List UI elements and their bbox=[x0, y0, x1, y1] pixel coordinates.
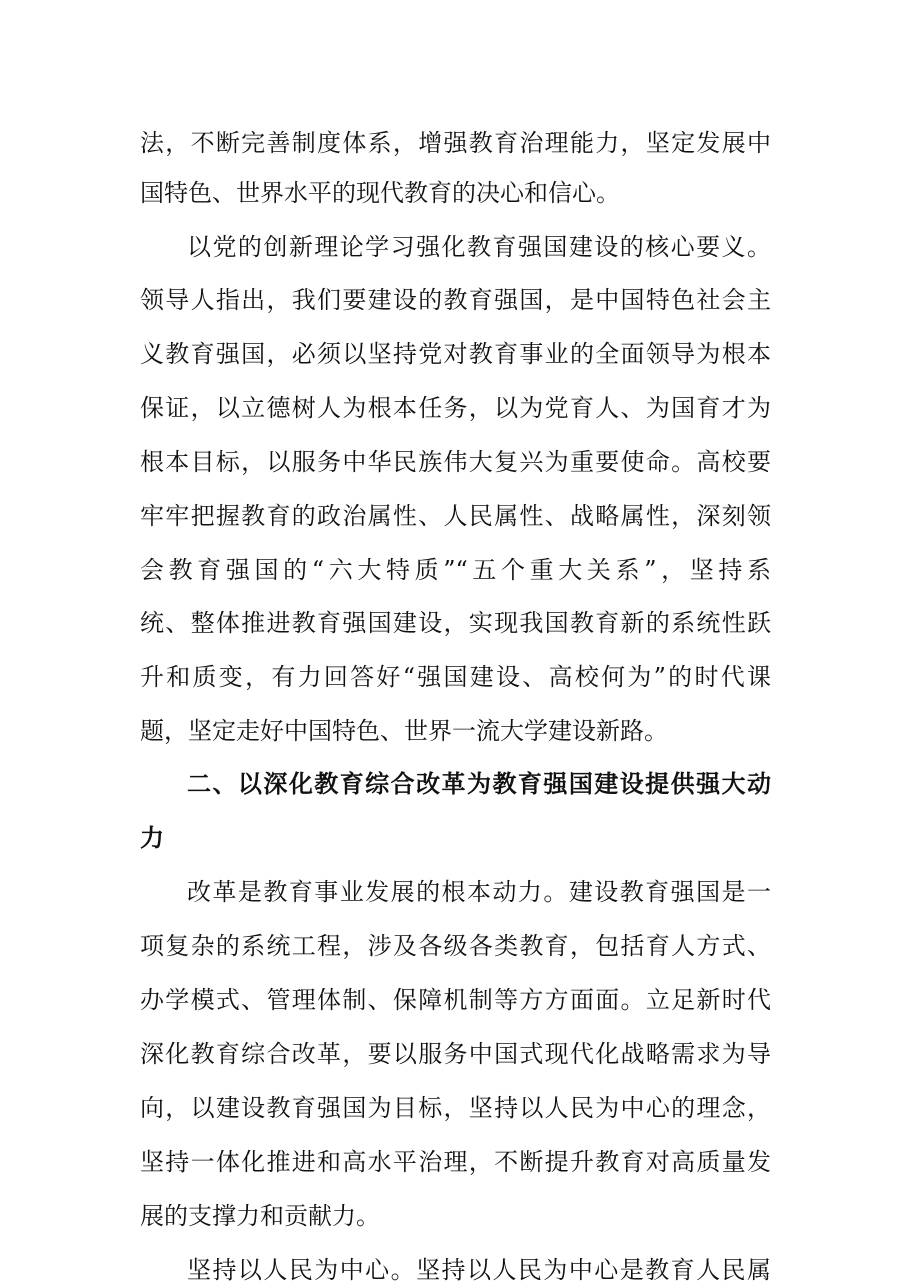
body-line: 牢牢把握教育的政治属性、人民属性、战略属性，深刻领 bbox=[140, 502, 771, 530]
body-line: 升和质变，有力回答好“强国建设、高校何为”的时代课 bbox=[140, 663, 771, 691]
paragraph-first-line: 坚持以人民为中心。坚持以人民为中心是教育人民属 bbox=[187, 1256, 771, 1284]
body-line: 展的支撑力和贡献力。 bbox=[140, 1202, 380, 1230]
paragraph-first-line: 以党的创新理论学习强化教育强国建设的核心要义。 bbox=[187, 233, 771, 261]
body-line: 办学模式、管理体制、保障机制等方方面面。立足新时代 bbox=[140, 986, 771, 1014]
body-line: 题，坚定走好中国特色、世界一流大学建设新路。 bbox=[140, 717, 668, 745]
body-line: 向，以建设教育强国为目标，坚持以人民为中心的理念， bbox=[140, 1094, 771, 1122]
body-line: 坚持一体化推进和高水平治理，不断提升教育对高质量发 bbox=[140, 1148, 771, 1176]
body-line: 项复杂的系统工程，涉及各级各类教育，包括育人方式、 bbox=[140, 932, 771, 960]
body-line: 会教育强国的“六大特质”“五个重大关系”，坚持系 bbox=[140, 556, 771, 584]
body-line: 根本目标，以服务中华民族伟大复兴为重要使命。高校要 bbox=[140, 448, 771, 476]
body-line: 统、整体推进教育强国建设，实现我国教育新的系统性跃 bbox=[140, 609, 771, 637]
section-heading-continued: 力 bbox=[140, 824, 164, 852]
body-line: 国特色、世界水平的现代教育的决心和信心。 bbox=[140, 179, 620, 207]
body-line: 义教育强国，必须以坚持党对教育事业的全面领导为根本 bbox=[140, 340, 771, 368]
paragraph-first-line: 改革是教育事业发展的根本动力。建设教育强国是一 bbox=[187, 878, 771, 906]
body-line: 保证，以立德树人为根本任务，以为党育人、为国育才为 bbox=[140, 394, 771, 422]
body-line: 法，不断完善制度体系，增强教育治理能力，坚定发展中 bbox=[140, 129, 771, 157]
section-heading: 二、以深化教育综合改革为教育强国建设提供强大动 bbox=[187, 770, 771, 798]
body-line: 深化教育综合改革，要以服务中国式现代化战略需求为导 bbox=[140, 1040, 771, 1068]
body-line: 领导人指出，我们要建设的教育强国，是中国特色社会主 bbox=[140, 286, 771, 314]
